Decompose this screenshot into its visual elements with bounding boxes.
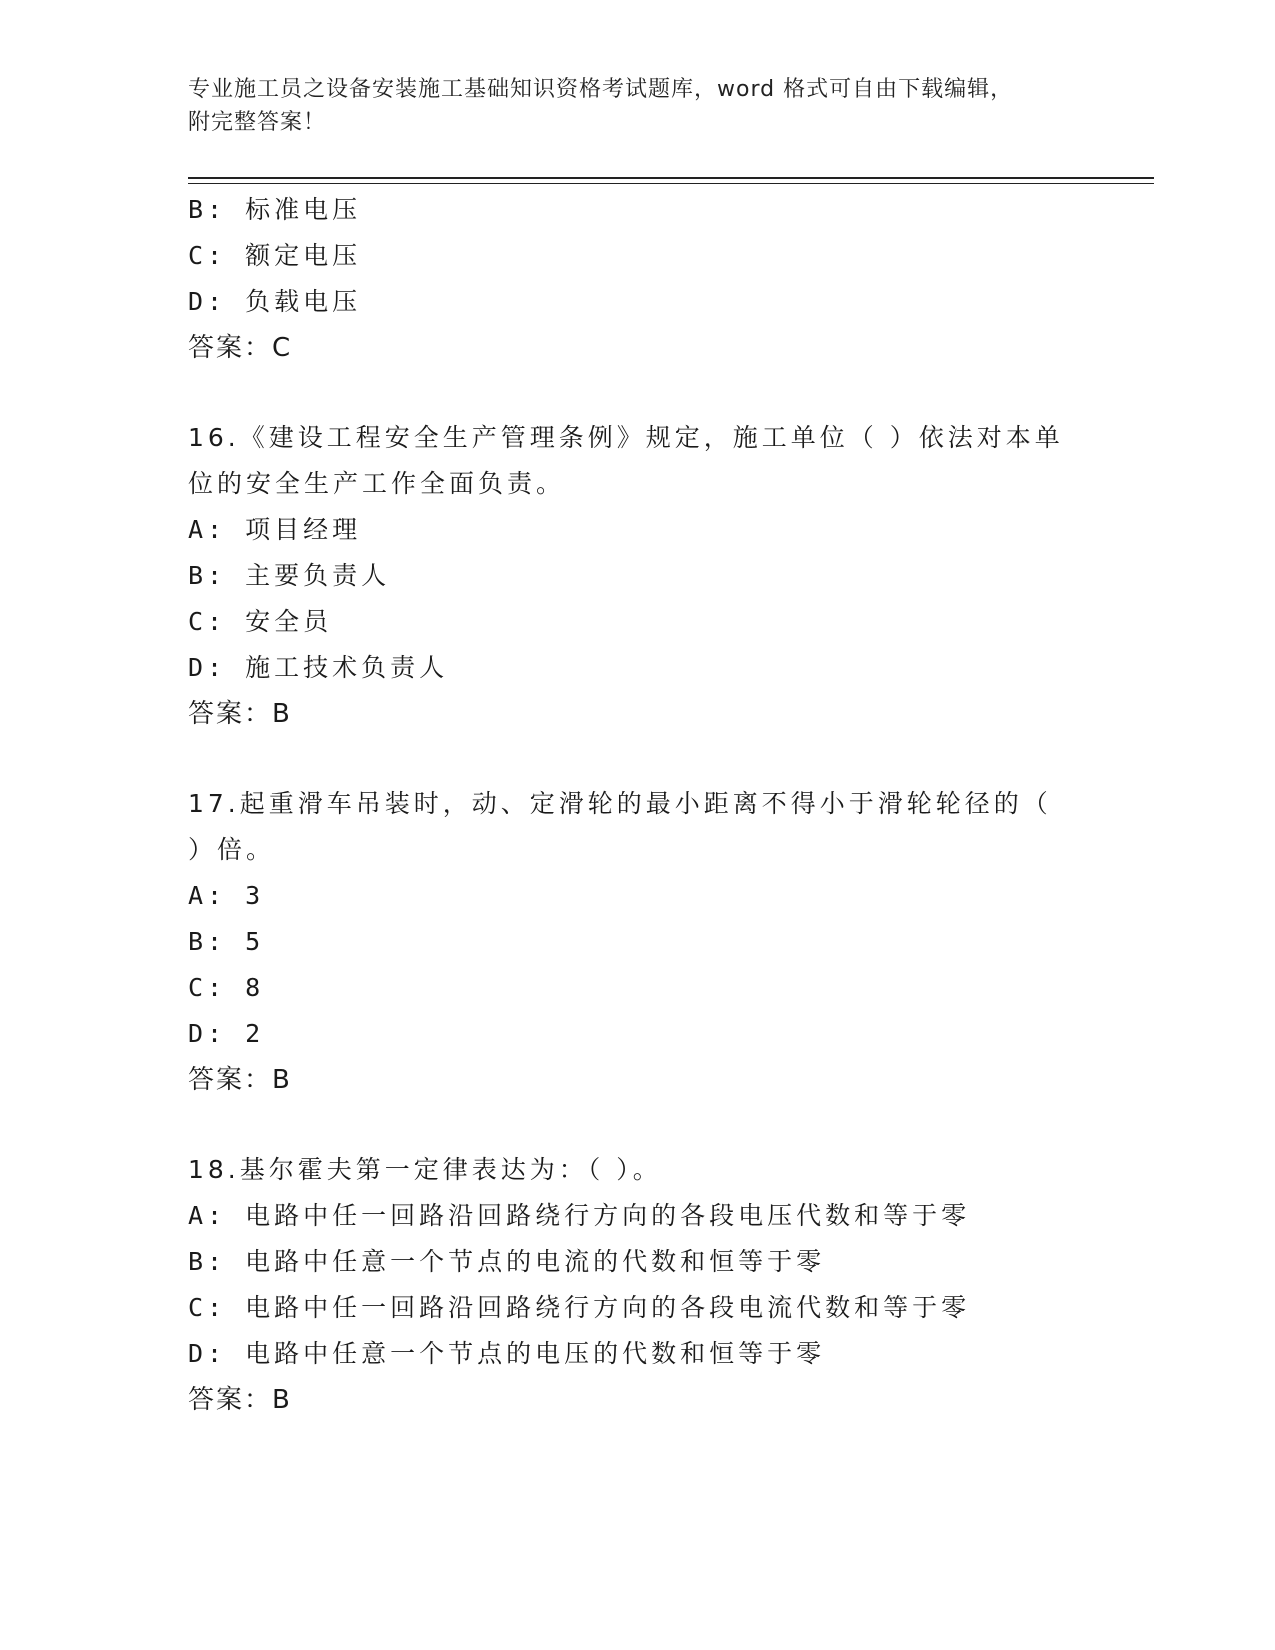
option-a: A: 3 — [188, 881, 265, 910]
option-c: C: 额定电压 — [188, 241, 362, 270]
option-b: B: 主要负责人 — [188, 561, 391, 590]
answer: 答案：C — [188, 333, 293, 363]
header-rule-thick — [188, 177, 1154, 179]
option-b: B: 5 — [188, 927, 265, 956]
option-a: A: 电路中任一回路沿回路绕行方向的各段电压代数和等于零 — [188, 1201, 971, 1230]
option-d: D: 电路中任意一个节点的电压的代数和恒等于零 — [188, 1339, 826, 1368]
question-text-line-1: 18.基尔霍夫第一定律表达为：（ ）。 — [188, 1155, 662, 1184]
document-body — [188, 187, 1118, 1423]
option-c: C: 电路中任一回路沿回路绕行方向的各段电流代数和等于零 — [188, 1293, 971, 1322]
answer: 答案：B — [188, 1065, 292, 1095]
option-a: A: 项目经理 — [188, 515, 362, 544]
question-text-line-2: ）倍。 — [188, 835, 276, 864]
option-d: D: 负载电压 — [188, 287, 362, 316]
option-b: B: 标准电压 — [188, 195, 362, 224]
question-18 — [188, 1147, 1118, 1423]
header-line-2: 附完整答案！ — [188, 110, 327, 135]
option-c: C: 安全员 — [188, 607, 333, 636]
header-line-1: 专业施工员之设备安装施工基础知识资格考试题库，word 格式可自由下载编辑， — [188, 77, 1014, 102]
option-d: D: 施工技术负责人 — [188, 653, 449, 682]
question-17 — [188, 781, 1118, 1103]
option-c: C: 8 — [188, 973, 265, 1002]
option-b: B: 电路中任意一个节点的电流的代数和恒等于零 — [188, 1247, 826, 1276]
question-text-line-2: 位的安全生产工作全面负责。 — [188, 469, 566, 498]
question-16 — [188, 415, 1118, 737]
question-text-line-1: 16.《建设工程安全生产管理条例》规定，施工单位（ ）依法对本单 — [188, 423, 1064, 452]
answer: 答案：B — [188, 699, 292, 729]
answer: 答案：B — [188, 1385, 292, 1415]
question-text-line-1: 17.起重滑车吊装时，动、定滑轮的最小距离不得小于滑轮轮径的（ — [188, 789, 1052, 818]
question-15-continuation — [188, 187, 1118, 371]
document-header — [188, 73, 1068, 139]
header-rule-thin — [188, 183, 1154, 184]
option-d: D: 2 — [188, 1019, 265, 1048]
